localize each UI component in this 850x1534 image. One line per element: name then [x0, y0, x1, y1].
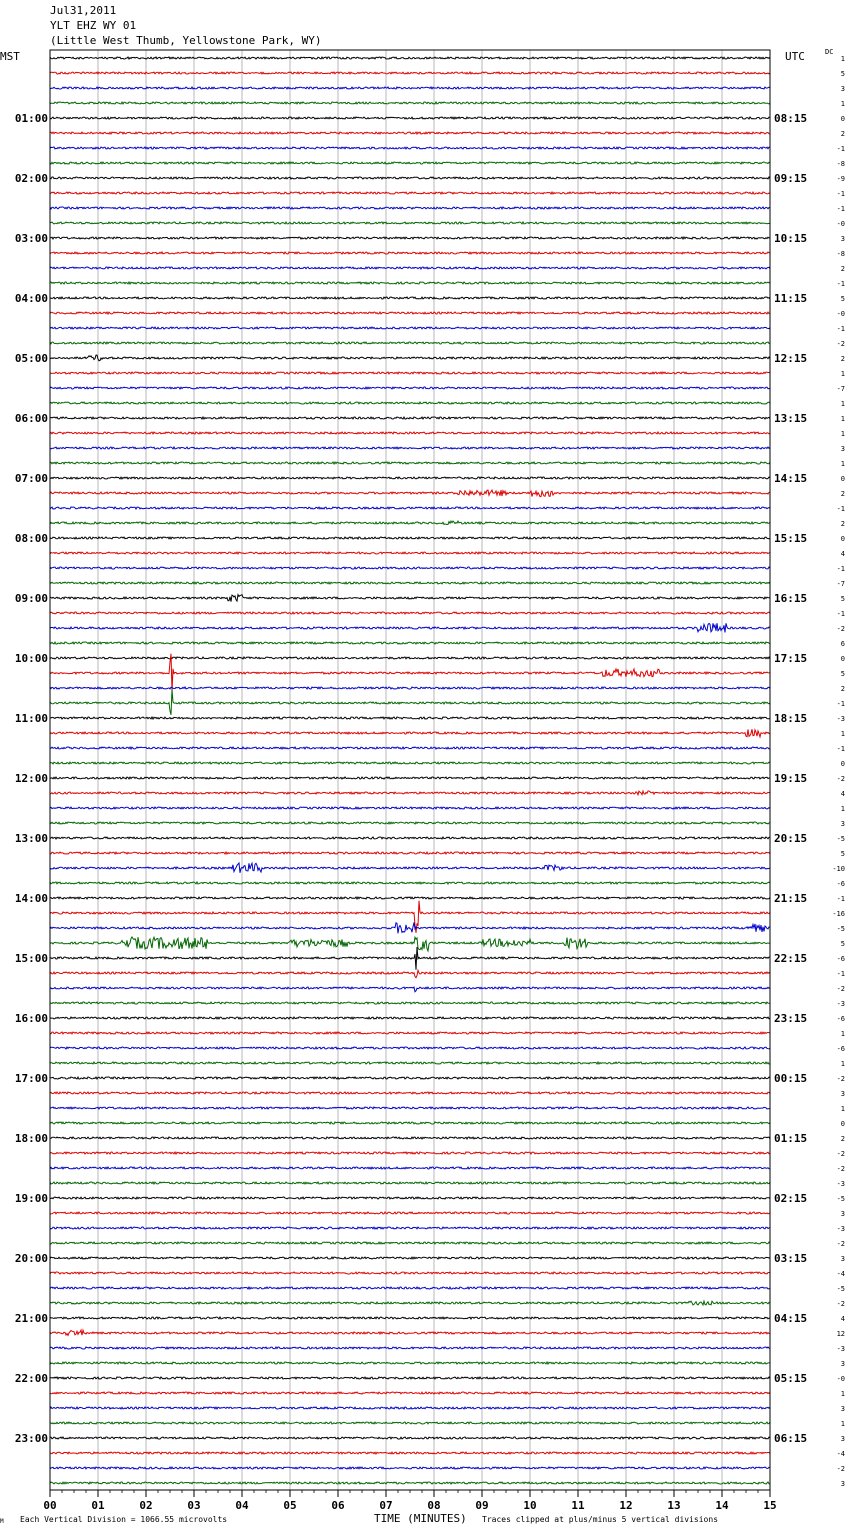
trace-row [50, 837, 770, 839]
dc-offset-label: -3 [836, 1345, 845, 1353]
dc-offset-label: -6 [836, 1045, 845, 1053]
trace-row [50, 1287, 770, 1289]
axis-labels [15, 55, 845, 1512]
dc-offset-label: 1 [840, 430, 845, 438]
trace-row [50, 1362, 770, 1364]
left-hour-label: 17:00 [14, 1072, 48, 1085]
header-location: (Little West Thumb, Yellowstone Park, WY) [50, 34, 322, 47]
dc-offset-label: -6 [836, 955, 845, 963]
x-tick-label: 11 [571, 1499, 585, 1512]
dc-offset-label: 5 [840, 940, 845, 948]
dc-offset-label: 1 [840, 100, 845, 108]
x-tick-label: 05 [283, 1499, 297, 1512]
dc-offset-label: -4 [836, 1270, 845, 1278]
dc-offset-label: 1 [840, 1390, 845, 1398]
trace-row [50, 267, 770, 269]
trace-row [50, 1301, 770, 1305]
trace-row [50, 1437, 770, 1439]
left-hour-label: 05:00 [14, 352, 48, 365]
dc-offset-label: 3 [840, 1210, 845, 1218]
trace-row [50, 1047, 770, 1049]
dc-offset-label: 2 [840, 520, 845, 528]
dc-offset-label: -16 [832, 910, 845, 918]
right-hour-label: 18:15 [774, 712, 808, 725]
dc-offset-label: 3 [840, 1090, 845, 1098]
left-hour-label: 13:00 [14, 832, 48, 845]
trace-row [50, 1032, 770, 1034]
right-hour-label: 02:15 [774, 1192, 808, 1205]
trace-row [50, 863, 770, 873]
trace-row [50, 687, 770, 689]
dc-offset-label: -5 [836, 925, 845, 933]
left-hour-label: 08:00 [14, 532, 48, 545]
trace-row [50, 72, 770, 74]
dc-offset-label: -1 [836, 325, 845, 333]
dc-offset-label: -1 [836, 700, 845, 708]
trace-row [50, 222, 770, 224]
x-axis-title: TIME (MINUTES) [374, 1512, 467, 1525]
x-tick-label: 12 [619, 1499, 633, 1512]
trace-row [50, 177, 770, 179]
dc-offset-label: 1 [840, 1420, 845, 1428]
x-tick-label: 06 [331, 1499, 345, 1512]
dc-offset-label: 0 [840, 475, 845, 483]
trace-row [50, 762, 770, 764]
x-tick-label: 02 [139, 1499, 153, 1512]
trace-row [50, 1467, 770, 1469]
trace-row [50, 937, 770, 951]
trace-row [50, 1407, 770, 1409]
trace-row [50, 970, 770, 977]
dc-offset-label: -7 [836, 385, 845, 393]
left-hour-label: 18:00 [14, 1132, 48, 1145]
trace-row [50, 1227, 770, 1229]
trace-row [50, 1392, 770, 1394]
dc-offset-label: -1 [836, 505, 845, 513]
trace-row [50, 355, 770, 361]
trace-row [50, 1317, 770, 1319]
dc-offset-label: -0 [836, 220, 845, 228]
right-timezone-label: UTC [785, 50, 805, 63]
dc-offset-label: 4 [840, 1315, 845, 1323]
dc-offset-label: 4 [840, 550, 845, 558]
left-hour-label: 21:00 [14, 1312, 48, 1325]
trace-row [50, 207, 770, 209]
dc-offset-label: 3 [840, 85, 845, 93]
right-hour-label: 12:15 [774, 352, 808, 365]
dc-offset-label: 1 [840, 415, 845, 423]
dc-offset-label: -0 [836, 310, 845, 318]
trace-row [50, 507, 770, 509]
dc-offset-label: 2 [840, 355, 845, 363]
dc-offset-label: -2 [836, 1075, 845, 1083]
seismic-traces [50, 57, 770, 1484]
trace-row [50, 312, 770, 314]
dc-offset-label: -5 [836, 835, 845, 843]
right-hour-label: 08:15 [774, 112, 808, 125]
trace-row [50, 552, 770, 554]
dc-offset-label: 5 [840, 595, 845, 603]
x-tick-label: 08 [427, 1499, 441, 1512]
dc-offset-label: 0 [840, 655, 845, 663]
trace-row [50, 537, 770, 539]
left-hour-label: 01:00 [14, 112, 48, 125]
dc-offset-label: 1 [840, 460, 845, 468]
right-hour-label: 21:15 [774, 892, 808, 905]
dc-offset-label: -2 [836, 775, 845, 783]
trace-row [50, 882, 770, 884]
trace-row [50, 642, 770, 644]
trace-row [50, 897, 770, 899]
right-hour-label: 11:15 [774, 292, 808, 305]
trace-row [50, 1242, 770, 1244]
dc-offset-label: -2 [836, 625, 845, 633]
left-hour-label: 19:00 [14, 1192, 48, 1205]
trace-row [50, 729, 770, 737]
trace-row [50, 1137, 770, 1139]
trace-row [50, 791, 770, 795]
trace-row [50, 297, 770, 299]
trace-row [50, 747, 770, 749]
dc-offset-label: -1 [836, 565, 845, 573]
trace-row [50, 987, 770, 992]
trace-row [50, 372, 770, 374]
trace-row [50, 923, 770, 934]
trace-row [50, 162, 770, 164]
left-hour-label: 14:00 [14, 892, 48, 905]
x-tick-label: 15 [763, 1499, 777, 1512]
trace-row [50, 612, 770, 614]
right-hour-label: 23:15 [774, 1012, 808, 1025]
trace-row [50, 490, 770, 497]
dc-offset-label: 2 [840, 1135, 845, 1143]
trace-row [50, 1002, 770, 1004]
right-hour-label: 16:15 [774, 592, 808, 605]
trace-row [50, 1152, 770, 1154]
trace-row [50, 432, 770, 434]
trace-row [50, 402, 770, 404]
trace-row [50, 102, 770, 104]
dc-offset-label: 2 [840, 130, 845, 138]
dc-offset-label: 1 [840, 730, 845, 738]
right-hour-label: 15:15 [774, 532, 808, 545]
dc-offset-label: -1 [836, 145, 845, 153]
dc-offset-label: -1 [836, 280, 845, 288]
trace-row [50, 117, 770, 119]
trace-row [50, 567, 770, 569]
dc-offset-label: 4 [840, 790, 845, 798]
trace-row [50, 1272, 770, 1274]
dc-offset-label: 3 [840, 820, 845, 828]
dc-offset-label: -8 [836, 250, 845, 258]
x-tick-label: 14 [715, 1499, 729, 1512]
trace-row [50, 1452, 770, 1454]
dc-offset-label: -6 [836, 880, 845, 888]
left-hour-label: 20:00 [14, 1252, 48, 1265]
left-hour-label: 04:00 [14, 292, 48, 305]
dc-offset-label: -7 [836, 580, 845, 588]
trace-row [50, 623, 770, 632]
dc-offset-label: 5 [840, 670, 845, 678]
left-hour-label: 15:00 [14, 952, 48, 965]
trace-row [50, 252, 770, 254]
dc-offset-label: 1 [840, 1060, 845, 1068]
left-hour-label: 10:00 [14, 652, 48, 665]
dc-offset-label: -2 [836, 1465, 845, 1473]
dc-offset-label: -5 [836, 1195, 845, 1203]
dc-offset-label: 3 [840, 1480, 845, 1488]
trace-row [50, 1062, 770, 1064]
trace-row [50, 1482, 770, 1484]
dc-offset-label: 3 [840, 235, 845, 243]
trace-row [50, 477, 770, 479]
trace-row [50, 582, 770, 584]
trace-row [50, 57, 770, 59]
trace-row [50, 1212, 770, 1214]
dc-offset-label: -2 [836, 1300, 845, 1308]
trace-row [50, 822, 770, 824]
dc-offset-label: -10 [832, 865, 845, 873]
x-tick-label: 09 [475, 1499, 489, 1512]
x-tick-label: 13 [667, 1499, 681, 1512]
dc-column-label: DC [825, 48, 834, 56]
dc-offset-label: -3 [836, 715, 845, 723]
dc-offset-label: 0 [840, 535, 845, 543]
clip-note: Traces clipped at plus/minus 5 vertical divisions [482, 1515, 719, 1524]
header-date: Jul31,2011 [50, 4, 117, 17]
trace-row [50, 417, 770, 419]
dc-offset-label: 1 [840, 1105, 845, 1113]
right-hour-label: 14:15 [774, 472, 808, 485]
dc-offset-label: -1 [836, 745, 845, 753]
trace-row [50, 689, 770, 714]
trace-row [50, 777, 770, 779]
dc-offset-label: 3 [840, 1405, 845, 1413]
dc-offset-label: 5 [840, 850, 845, 858]
trace-row [50, 237, 770, 239]
dc-offset-label: 0 [840, 1120, 845, 1128]
trace-row [50, 1017, 770, 1019]
trace-row [50, 852, 770, 854]
trace-row [50, 1182, 770, 1184]
left-hour-label: 23:00 [14, 1432, 48, 1445]
left-hour-label: 11:00 [14, 712, 48, 725]
x-tick-label: 00 [43, 1499, 57, 1512]
dc-offset-label: 1 [840, 805, 845, 813]
trace-row [50, 1377, 770, 1379]
trace-row [50, 657, 770, 659]
dc-offset-label: -1 [836, 190, 845, 198]
dc-offset-label: -2 [836, 985, 845, 993]
dc-offset-label: 3 [840, 445, 845, 453]
dc-offset-label: 1 [840, 55, 845, 63]
trace-row [50, 1197, 770, 1199]
x-tick-label: 04 [235, 1499, 249, 1512]
dc-offset-label: 2 [840, 265, 845, 273]
dc-offset-label: -6 [836, 1015, 845, 1023]
dc-offset-label: -2 [836, 1240, 845, 1248]
dc-offset-label: -5 [836, 1285, 845, 1293]
right-hour-label: 00:15 [774, 1072, 808, 1085]
dc-offset-label: 1 [840, 400, 845, 408]
dc-offset-label: -1 [836, 970, 845, 978]
right-hour-label: 09:15 [774, 172, 808, 185]
left-hour-label: 07:00 [14, 472, 48, 485]
dc-offset-label: 5 [840, 70, 845, 78]
trace-row [50, 342, 770, 344]
right-hour-label: 04:15 [774, 1312, 808, 1325]
left-timezone-label: MST [0, 50, 20, 63]
trace-row [50, 521, 770, 524]
left-hour-label: 09:00 [14, 592, 48, 605]
dc-offset-label: 1 [840, 370, 845, 378]
right-hour-label: 19:15 [774, 772, 808, 785]
right-hour-label: 01:15 [774, 1132, 808, 1145]
dc-offset-label: 12 [836, 1330, 845, 1338]
dc-offset-label: -0 [836, 1375, 845, 1383]
trace-row [50, 595, 770, 602]
trace-row [50, 1347, 770, 1349]
dc-offset-label: -4 [836, 1450, 845, 1458]
left-hour-label: 12:00 [14, 772, 48, 785]
right-hour-label: 17:15 [774, 652, 808, 665]
trace-row [50, 1422, 770, 1424]
dc-offset-label: 2 [840, 490, 845, 498]
trace-row [50, 947, 770, 970]
trace-row [50, 1077, 770, 1079]
trace-row [50, 717, 770, 719]
left-hour-label: 06:00 [14, 412, 48, 425]
corner-mark: M [0, 1518, 4, 1525]
x-tick-label: 03 [187, 1499, 201, 1512]
x-tick-label: 01 [91, 1499, 105, 1512]
dc-offset-label: -1 [836, 610, 845, 618]
right-hour-label: 22:15 [774, 952, 808, 965]
dc-offset-label: 3 [840, 1435, 845, 1443]
trace-row [50, 147, 770, 149]
dc-offset-label: -3 [836, 1000, 845, 1008]
left-hour-label: 02:00 [14, 172, 48, 185]
dc-offset-label: -1 [836, 895, 845, 903]
dc-offset-label: -1 [836, 205, 845, 213]
trace-row [50, 1107, 770, 1109]
trace-row [50, 1330, 770, 1335]
trace-row [50, 192, 770, 194]
right-hour-label: 06:15 [774, 1432, 808, 1445]
trace-row [50, 327, 770, 329]
dc-offset-label: 0 [840, 760, 845, 768]
dc-offset-label: -2 [836, 340, 845, 348]
header-station: YLT EHZ WY 01 [50, 19, 137, 32]
dc-offset-label: -8 [836, 160, 845, 168]
dc-offset-label: -2 [836, 1150, 845, 1158]
trace-row [50, 282, 770, 284]
trace-row [50, 807, 770, 809]
dc-offset-label: -2 [836, 1165, 845, 1173]
right-hour-label: 05:15 [774, 1372, 808, 1385]
dc-offset-label: 3 [840, 1255, 845, 1263]
trace-row [50, 1122, 770, 1124]
dc-offset-label: 3 [840, 1360, 845, 1368]
trace-row [50, 462, 770, 464]
trace-row [50, 447, 770, 449]
left-hour-label: 16:00 [14, 1012, 48, 1025]
dc-offset-label: 6 [840, 640, 845, 648]
right-hour-label: 20:15 [774, 832, 808, 845]
dc-offset-label: 2 [840, 685, 845, 693]
dc-offset-label: 5 [840, 295, 845, 303]
left-hour-label: 03:00 [14, 232, 48, 245]
dc-offset-label: -3 [836, 1225, 845, 1233]
dc-offset-label: -9 [836, 175, 845, 183]
dc-offset-label: 0 [840, 115, 845, 123]
scale-note: Each Vertical Division = 1066.55 microvolts [20, 1515, 228, 1524]
dc-offset-label: 1 [840, 1030, 845, 1038]
trace-row [50, 1167, 770, 1169]
trace-row [50, 87, 770, 89]
trace-row [50, 387, 770, 389]
right-hour-label: 03:15 [774, 1252, 808, 1265]
x-tick-label: 07 [379, 1499, 393, 1512]
dc-offset-label: -3 [836, 1180, 845, 1188]
trace-row [50, 1092, 770, 1094]
trace-row [50, 1257, 770, 1259]
right-hour-label: 10:15 [774, 232, 808, 245]
right-hour-label: 13:15 [774, 412, 808, 425]
left-hour-label: 22:00 [14, 1372, 48, 1385]
trace-row [50, 132, 770, 134]
x-tick-label: 10 [523, 1499, 537, 1512]
trace-row [50, 654, 770, 692]
